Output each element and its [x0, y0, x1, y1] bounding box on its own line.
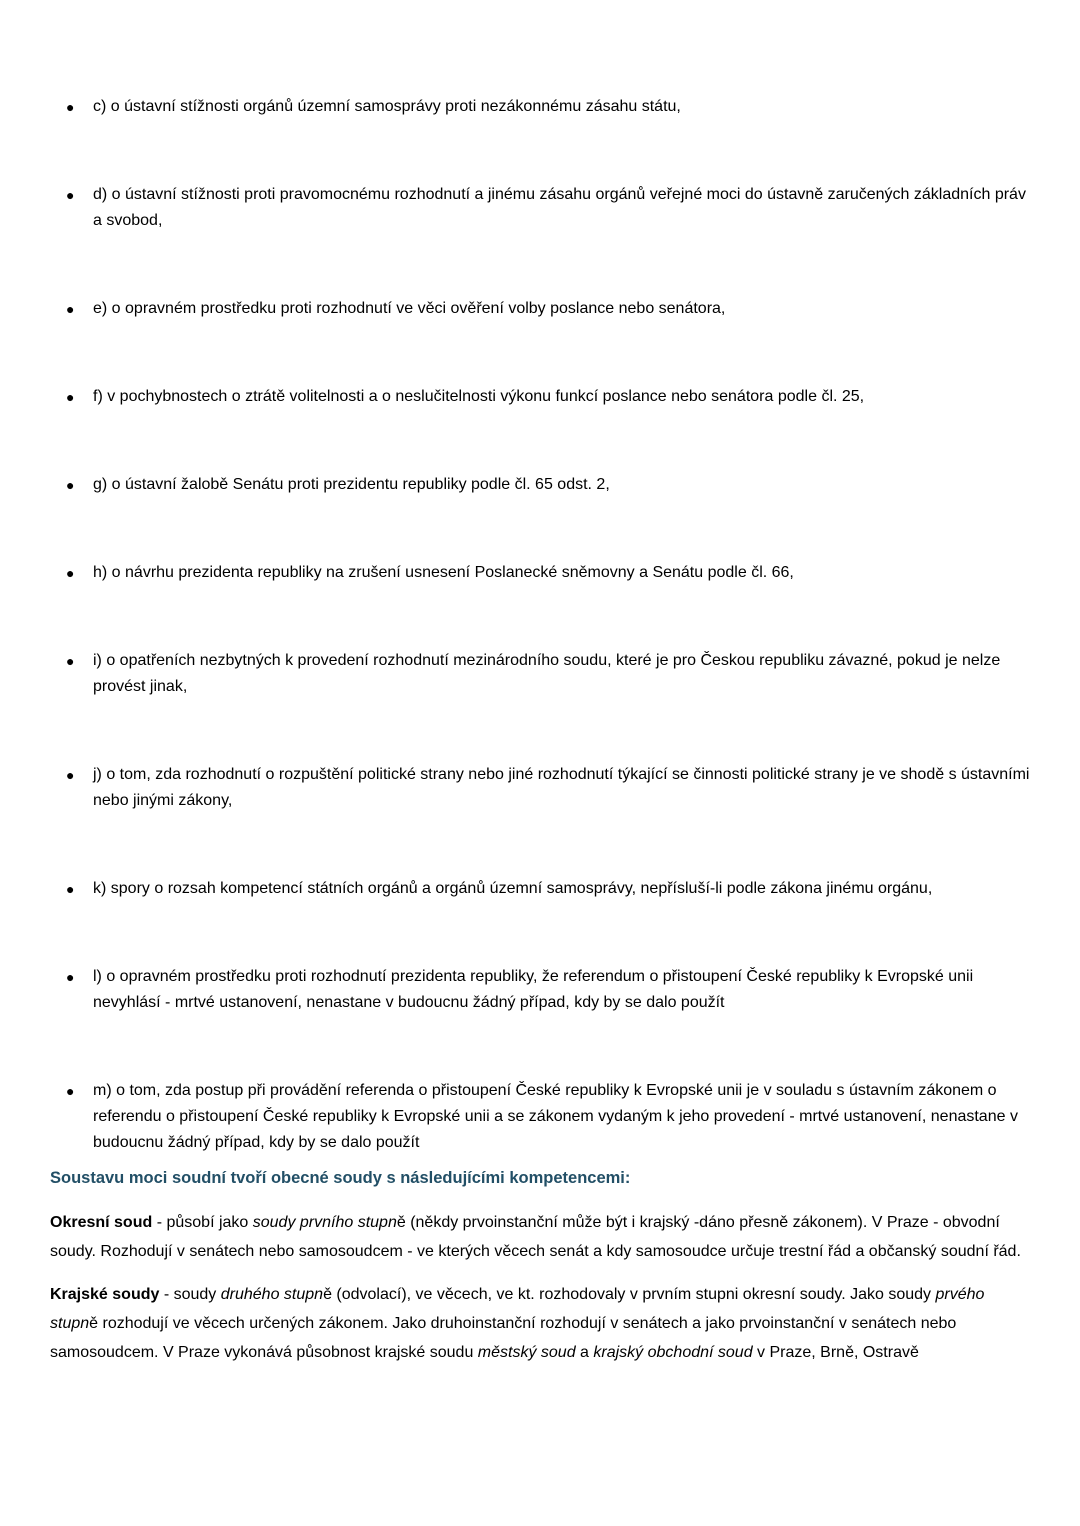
bullet-icon: ●: [66, 1083, 75, 1099]
text-run: ě rozhodují ve věcech určených zákonem. Jako druhoinstanční rozhodují v senátech a jako prvoinstanční v senátech nebo samosoudcem. V Praze vykonává působnost krajské soudu: [50, 1315, 957, 1361]
text-run: - soudy: [159, 1286, 221, 1303]
text-run: prvého stupn: [50, 1286, 985, 1332]
bullet-list: [50, 94, 1030, 1156]
bullet-icon: ●: [66, 187, 75, 203]
list-item-text: h) o návrhu prezidenta republiky na zrušení usnesení Poslanecké sněmovny a Senátu podle čl. 66,: [93, 564, 794, 581]
text-run: soudy prvního stupn: [252, 1214, 397, 1231]
list-item: [50, 94, 1030, 120]
list-item: [50, 182, 1030, 234]
list-item-text: c) o ústavní stížnosti orgánů územní samosprávy proti nezákonnému zásahu státu,: [93, 98, 681, 115]
list-item: [50, 648, 1030, 700]
list-item: [50, 560, 1030, 586]
list-item-text: i) o opatřeních nezbytných k provedení rozhodnutí mezinárodního soudu, které je pro Českou republiku závazné, pokud je nelze provést jinak,: [93, 652, 1001, 695]
section-heading: Soustavu moci soudní tvoří obecné soudy s následujícími kompetencemi:: [50, 1169, 631, 1187]
list-item: [50, 296, 1030, 322]
list-item-text: m) o tom, zda postup při provádění referenda o přistoupení České republiky k Evropské unii je v souladu s ústavním zákonem o referendu o přistoupení České republiky k Evropské unii a se zákonem vydaným k jeho provedení - mrtvé ustanovení, nenastane v budoucnu žádný případ, kdy by se dalo použít: [93, 1082, 1018, 1151]
text-run: ě (odvolací), ve věcech, ve kt. rozhodovaly v prvním stupni okresní soudy. Jako soudy: [323, 1286, 936, 1303]
text-run: městský soud: [477, 1344, 576, 1361]
text-run: druhého stupn: [220, 1286, 324, 1303]
bullet-icon: ●: [66, 301, 75, 317]
text-run: Okresní soud: [50, 1214, 153, 1231]
list-item: [50, 1078, 1030, 1156]
text-run: - působí jako: [152, 1214, 253, 1231]
text-run: a: [575, 1344, 594, 1361]
bullet-icon: ●: [66, 565, 75, 581]
bullet-icon: ●: [66, 653, 75, 669]
list-item-text: f) v pochybnostech o ztrátě volitelnosti a o neslučitelnosti výkonu funkcí poslance nebo senátora podle čl. 25,: [93, 388, 865, 405]
list-item: [50, 964, 1030, 1016]
list-item-text: g) o ústavní žalobě Senátu proti prezidentu republiky podle čl. 65 odst. 2,: [93, 476, 610, 493]
list-item-text: d) o ústavní stížnosti proti pravomocnému rozhodnutí a jinému zásahu orgánů veřejné moci do ústavně zaručených základních práv a svobod,: [93, 186, 1026, 229]
list-item: [50, 762, 1030, 814]
bullet-icon: ●: [66, 969, 75, 985]
text-run: ě (někdy prvoinstanční může být i krajský -dáno přesně zákonem). V Praze - obvodní soudy. Rozhodují v senátech nebo samosoudcem - ve kterých věcech senát a kdy samosoudce určuje trestní řád a občanský soudní řád.: [50, 1214, 1021, 1260]
list-item-text: k) spory o rozsah kompetencí státních orgánů a orgánů územní samosprávy, nepřísluší-li podle zákona jinému orgánu,: [93, 880, 933, 897]
list-item: [50, 472, 1030, 498]
list-item-text: e) o opravném prostředku proti rozhodnutí ve věci ověření volby poslance nebo senátora,: [93, 300, 726, 317]
text-run: v Praze, Brně, Ostravě: [752, 1344, 919, 1361]
list-item-text: l) o opravném prostředku proti rozhodnutí prezidenta republiky, že referendum o přistoupení České republiky k Evropské unii nevyhlásí - mrtvé ustanovení, nenastane v budoucnu žádný případ, kdy by se dalo použít: [93, 968, 974, 1011]
bullet-icon: ●: [66, 99, 75, 115]
list-item: [50, 876, 1030, 902]
paragraph-krajske-soudy: [50, 1280, 1030, 1367]
paragraph-okresni-soud: [50, 1208, 1030, 1266]
text-run: Krajské soudy: [50, 1286, 160, 1303]
text-run: krajský obchodní soud: [593, 1344, 753, 1361]
bullet-icon: ●: [66, 767, 75, 783]
list-item: [50, 384, 1030, 410]
bullet-icon: ●: [66, 389, 75, 405]
bullet-icon: ●: [66, 881, 75, 897]
bullet-icon: ●: [66, 477, 75, 493]
list-item-text: j) o tom, zda rozhodnutí o rozpuštění politické strany nebo jiné rozhodnutí týkající se činnosti politické strany je ve shodě s ústavními nebo jinými zákony,: [93, 766, 1030, 809]
